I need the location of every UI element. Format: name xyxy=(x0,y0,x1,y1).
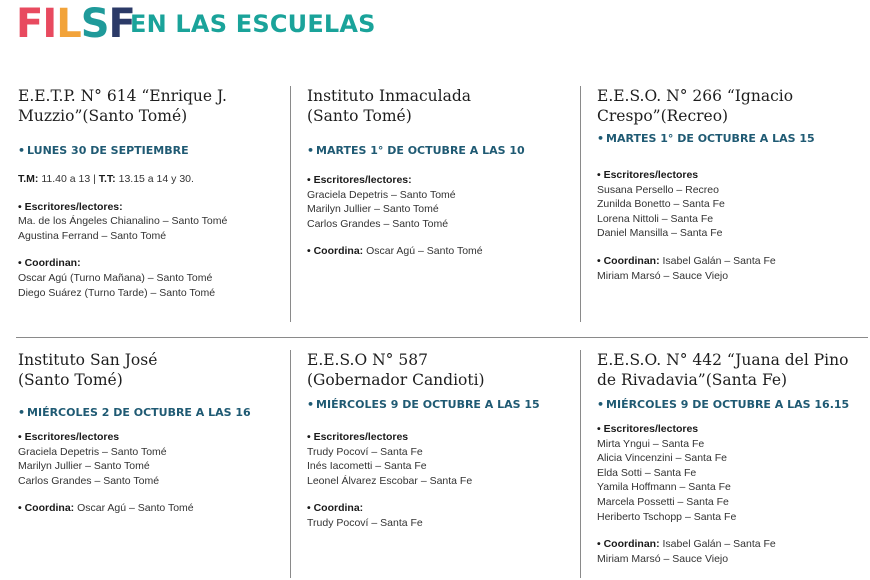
writer-item: Marcela Possetti – Santa Fe xyxy=(597,495,729,508)
writers-label: • Escritores/lectores xyxy=(18,431,120,443)
writer-item: Susana Persello – Recreo xyxy=(597,183,719,196)
column-divider xyxy=(290,350,291,578)
event-date: • MIÉRCOLES 9 DE OCTUBRE A LAS 15 xyxy=(307,398,540,411)
coordinator-item: Diego Suárez (Turno Tarde) – Santo Tomé xyxy=(18,286,216,299)
coordinators-label: • Coordinan: xyxy=(18,257,81,270)
coordinators-label: • Coordina: Oscar Agú – Santo Tomé xyxy=(18,502,194,515)
writer-item: Carlos Grandes – Santo Tomé xyxy=(18,474,160,487)
coordinator-item: Miriam Marsó – Sauce Viejo xyxy=(597,269,729,282)
coordinators-label: • Coordinan: Isabel Galán – Santa Fe xyxy=(597,538,776,551)
school-title: Instituto San José (Santo Tomé) xyxy=(18,351,158,389)
coordinator-item: Miriam Marsó – Sauce Viejo xyxy=(597,552,729,565)
bullet-icon: • xyxy=(18,144,26,157)
school-card xyxy=(597,86,865,283)
writer-item: Alicia Vincenzini – Santa Fe xyxy=(597,452,727,465)
coordinator-item: Trudy Pocoví – Santa Fe xyxy=(307,516,423,529)
writer-item: Heriberto Tschopp – Santa Fe xyxy=(597,510,737,523)
bullet-icon: • xyxy=(18,406,26,419)
writers-label: • Escritores/lectores: xyxy=(307,174,412,186)
bullet-icon: • xyxy=(597,398,605,411)
bullet-icon: • xyxy=(307,398,315,411)
school-title: E.E.S.O N° 587 (Gobernador Candioti) xyxy=(307,351,485,389)
school-card xyxy=(307,86,575,259)
writers-label: • Escritores/lectores: xyxy=(18,200,123,213)
column-divider xyxy=(290,86,291,322)
coordinator-item: Oscar Agú (Turno Mañana) – Santo Tomé xyxy=(18,271,213,284)
writer-item: Marilyn Jullier – Santo Tomé xyxy=(307,203,439,216)
bullet-icon: • xyxy=(307,144,315,157)
column-divider xyxy=(580,350,581,578)
writer-item: Graciela Depetris – Santo Tomé xyxy=(18,445,167,458)
coordinators-label: • Coordina: xyxy=(307,502,364,515)
writers-label: • Escritores/lectores xyxy=(597,169,699,181)
school-card xyxy=(597,350,865,566)
schedule: T.M: 11.40 a 13 | T.T: 13.15 a 14 y 30. xyxy=(18,173,194,185)
writer-item: Yamila Hoffmann – Santa Fe xyxy=(597,481,731,494)
event-date: • MARTES 1° DE OCTUBRE A LAS 15 xyxy=(597,132,815,145)
writer-item: Lorena Nittoli – Santa Fe xyxy=(597,212,714,225)
writer-item: Daniel Mansilla – Santa Fe xyxy=(597,227,723,240)
writer-item: Inés Iacometti – Santa Fe xyxy=(307,460,427,473)
writer-item: Graciela Depetris – Santo Tomé xyxy=(307,188,456,201)
page-subtitle: EN LAS ESCUELAS xyxy=(130,10,376,38)
writer-item: Trudy Pocoví – Santa Fe xyxy=(307,445,423,458)
event-date: • MIÉRCOLES 2 DE OCTUBRE A LAS 16 xyxy=(18,406,251,419)
writer-item: Zunilda Bonetto – Santa Fe xyxy=(597,198,725,211)
event-date: • MIÉRCOLES 9 DE OCTUBRE A LAS 16.15 xyxy=(597,398,850,411)
coordinators-label: • Coordina: Oscar Agú – Santo Tomé xyxy=(307,245,483,258)
writer-item: Marilyn Jullier – Santo Tomé xyxy=(18,460,150,473)
school-card xyxy=(18,86,286,300)
writers-label: • Escritores/lectores xyxy=(307,431,409,443)
school-title: E.E.S.O. N° 442 “Juana del Pino de Rivadavia”(Santa Fe) xyxy=(597,351,849,389)
row-divider xyxy=(16,337,868,338)
event-date: • LUNES 30 DE SEPTIEMBRE xyxy=(18,144,189,157)
header xyxy=(16,2,436,46)
writer-item: Carlos Grandes – Santo Tomé xyxy=(307,217,449,230)
bullet-icon: • xyxy=(597,132,605,145)
school-title: Instituto Inmaculada (Santo Tomé) xyxy=(307,87,472,125)
column-divider xyxy=(580,86,581,322)
writer-item: Elda Sotti – Santa Fe xyxy=(597,466,697,479)
school-card xyxy=(307,350,575,531)
coordinators-label: • Coordinan: Isabel Galán – Santa Fe xyxy=(597,254,776,267)
filsf-logo: FILSF xyxy=(16,1,135,47)
writer-item: Mirta Yngui – Santa Fe xyxy=(597,437,705,450)
event-date: • MARTES 1° DE OCTUBRE A LAS 10 xyxy=(307,144,525,157)
school-title: E.E.S.O. N° 266 “Ignacio Crespo”(Recreo) xyxy=(597,87,794,125)
writers-label: • Escritores/lectores xyxy=(597,423,699,435)
school-card xyxy=(18,350,286,516)
writer-item: Leonel Álvarez Escobar – Santa Fe xyxy=(307,474,473,487)
writer-item: Agustina Ferrand – Santo Tomé xyxy=(18,229,167,242)
writer-item: Ma. de los Ángeles Chianalino – Santo Tomé xyxy=(18,215,228,228)
school-title: E.E.T.P. N° 614 “Enrique J. Muzzio”(Santo Tomé) xyxy=(18,87,227,125)
